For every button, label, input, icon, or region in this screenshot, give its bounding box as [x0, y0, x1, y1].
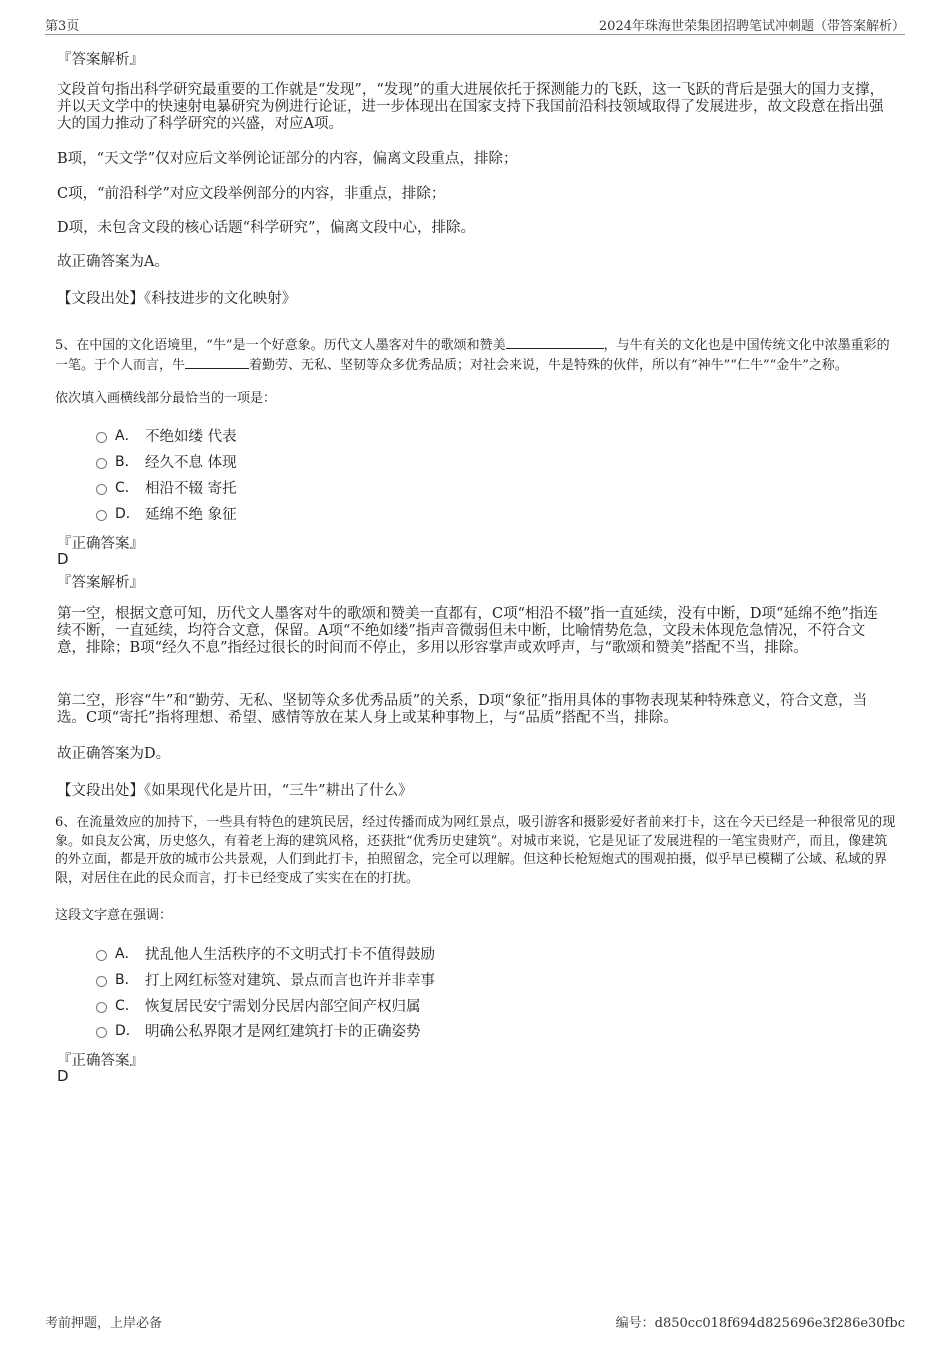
q6-answer: D [57, 1067, 69, 1085]
q4-source: 【文段出处】《科技进步的文化映射》 [57, 291, 297, 307]
option-text: 不绝如缕 代表 [145, 428, 237, 445]
q5-answer-label: 『正确答案』 [57, 536, 144, 552]
document-title: 2024年珠海世荣集团招聘笔试冲刺题（带答案解析） [598, 19, 905, 34]
q5-analysis-p1: 第一空，根据文意可知，历代文人墨客对牛的歌颂和赞美一直都有，C项“相沿不辍”指一直延续，没有中断，D项“延绵不绝”指连续不断，一直延续，均符合文意，保留。A项“不绝如缕”指声音微弱但未中断，比喻情势危急，文段未体现危急情况，不符合文意，排除；B项“经久不息”指经过很长的时间而不停止，多用以形容掌声或欢呼声，与“歌颂和赞美”搭配不当，排除。 [57, 606, 878, 656]
option-letter: D． [115, 506, 140, 522]
page-header [45, 14, 905, 35]
q5-analysis-p2: 第二空，形容“牛”和“勤劳、无私、坚韧等众多优秀品质”的关系，D项“象征”指用具体的事物表现某种特殊意义，符合文意，当选。C项“寄托”指将理想、希望、感情等放在某人身上或某种事物上，与“品质”搭配不当，排除。 [57, 693, 868, 726]
q5-option-a[interactable] [96, 425, 237, 445]
option-text: 相沿不辍 寄托 [145, 480, 237, 497]
footer-slogan: 考前押题，上岸必备 [45, 1316, 163, 1331]
q4-analysis-p1: 文段首句指出科学研究最重要的工作就是“发现”，“发现”的重大进展依托于探测能力的飞跃，这一飞跃的背后是强大的国力支撑，并以天文学中的快速射电暴研究为例进行论证，进一步体现出在国家支持下我国前沿科技领域取得了发展进步，故文段意在指出强大的国力推动了科学研究的兴盛，对应A项。 [57, 82, 885, 132]
q4-analysis-p4: D项，未包含文段的核心话题“科学研究”，偏离文段中心，排除。 [57, 220, 475, 236]
option-letter: B． [115, 972, 139, 988]
option-letter: C． [115, 998, 139, 1014]
option-text: 恢复居民安宁需划分民居内部空间产权归属 [145, 998, 421, 1015]
option-text: 延绵不绝 象征 [145, 506, 237, 523]
page-footer [45, 1310, 905, 1330]
footer-serial: 编号：d850cc018f694d825696e3f286e30fbc [615, 1316, 905, 1331]
radio-icon[interactable] [96, 432, 107, 443]
q5-prompt: 依次填入画横线部分最恰当的一项是： [55, 391, 277, 406]
q5-option-d[interactable] [96, 503, 237, 523]
q5-option-c[interactable] [96, 477, 237, 497]
option-text: 明确公私界限才是网红建筑打卡的正确姿势 [145, 1023, 421, 1040]
q5-option-b[interactable] [96, 451, 237, 471]
q5-analysis-label: 『答案解析』 [57, 575, 144, 591]
q6-option-a[interactable] [96, 943, 435, 963]
option-letter: A． [115, 428, 139, 444]
page-number: 第3页 [45, 19, 80, 34]
option-letter: B． [115, 454, 139, 470]
radio-icon[interactable] [96, 1002, 107, 1013]
q5-blank-2 [185, 356, 249, 369]
option-letter: A． [115, 946, 139, 962]
q5-stem [55, 336, 897, 375]
q6-answer-label: 『正确答案』 [57, 1053, 144, 1069]
q6-option-d[interactable] [96, 1020, 421, 1040]
q5-conclusion: 故正确答案为D。 [57, 746, 171, 762]
radio-icon[interactable] [96, 458, 107, 469]
option-letter: C． [115, 480, 139, 496]
radio-icon[interactable] [96, 484, 107, 495]
radio-icon[interactable] [96, 510, 107, 521]
q5-stem-part2: ，与牛有关的文化也是中国传统文化中浓墨重彩的一笔。于个人而言，牛 [55, 338, 890, 373]
q4-analysis-p2: B项，“天文学”仅对应后文举例论证部分的内容，偏离文段重点，排除； [57, 151, 518, 167]
radio-icon[interactable] [96, 1027, 107, 1038]
q5-source: 【文段出处】《如果现代化是片田，“三牛”耕出了什么》 [57, 783, 413, 799]
option-text: 经久不息 体现 [145, 454, 237, 471]
option-letter: D． [115, 1023, 140, 1039]
option-text: 扰乱他人生活秩序的不文明式打卡不值得鼓励 [145, 946, 435, 963]
q6-option-c[interactable] [96, 995, 421, 1015]
q6-prompt: 这段文字意在强调： [55, 908, 173, 923]
q4-analysis-p3: C项，“前沿科学”对应文段举例部分的内容，非重点，排除； [57, 186, 446, 202]
radio-icon[interactable] [96, 976, 107, 987]
q6-option-b[interactable] [96, 969, 435, 989]
q4-analysis-label: 『答案解析』 [57, 52, 144, 68]
q5-stem-part1: 5、在中国的文化语境里，“牛”是一个好意象。历代文人墨客对牛的歌颂和赞美 [55, 338, 506, 353]
q4-conclusion: 故正确答案为A。 [57, 254, 169, 270]
q6-stem: 6、在流量效应的加持下，一些具有特色的建筑民居，经过传播而成为网红景点，吸引游客和摄影爱好者前来打卡，这在今天已经是一种很常见的现象。如良友公寓，历史悠久，有着老上海的建筑风格，还获批“优秀历史建筑”。对城市来说，它是见证了发展进程的一笔宝贵财产，而且，像建筑的外立面，都是开放的城市公共景观，人们到此打卡，拍照留念，完全可以理解。但这种长枪短炮式的围观拍摄，似乎早已模糊了公域、私域的界限，对居住在此的民众而言，打卡已经变成了实实在在的打扰。 [55, 815, 896, 886]
option-text: 打上网红标签对建筑、景点而言也许并非幸事 [145, 972, 435, 989]
q5-answer: D [57, 550, 69, 568]
q5-blank-1 [506, 336, 604, 349]
q5-stem-part3: 着勤劳、无私、坚韧等众多优秀品质；对社会来说，牛是特殊的伙伴，所以有“神牛”“仁牛”“金牛”之称。 [249, 357, 848, 373]
radio-icon[interactable] [96, 950, 107, 961]
